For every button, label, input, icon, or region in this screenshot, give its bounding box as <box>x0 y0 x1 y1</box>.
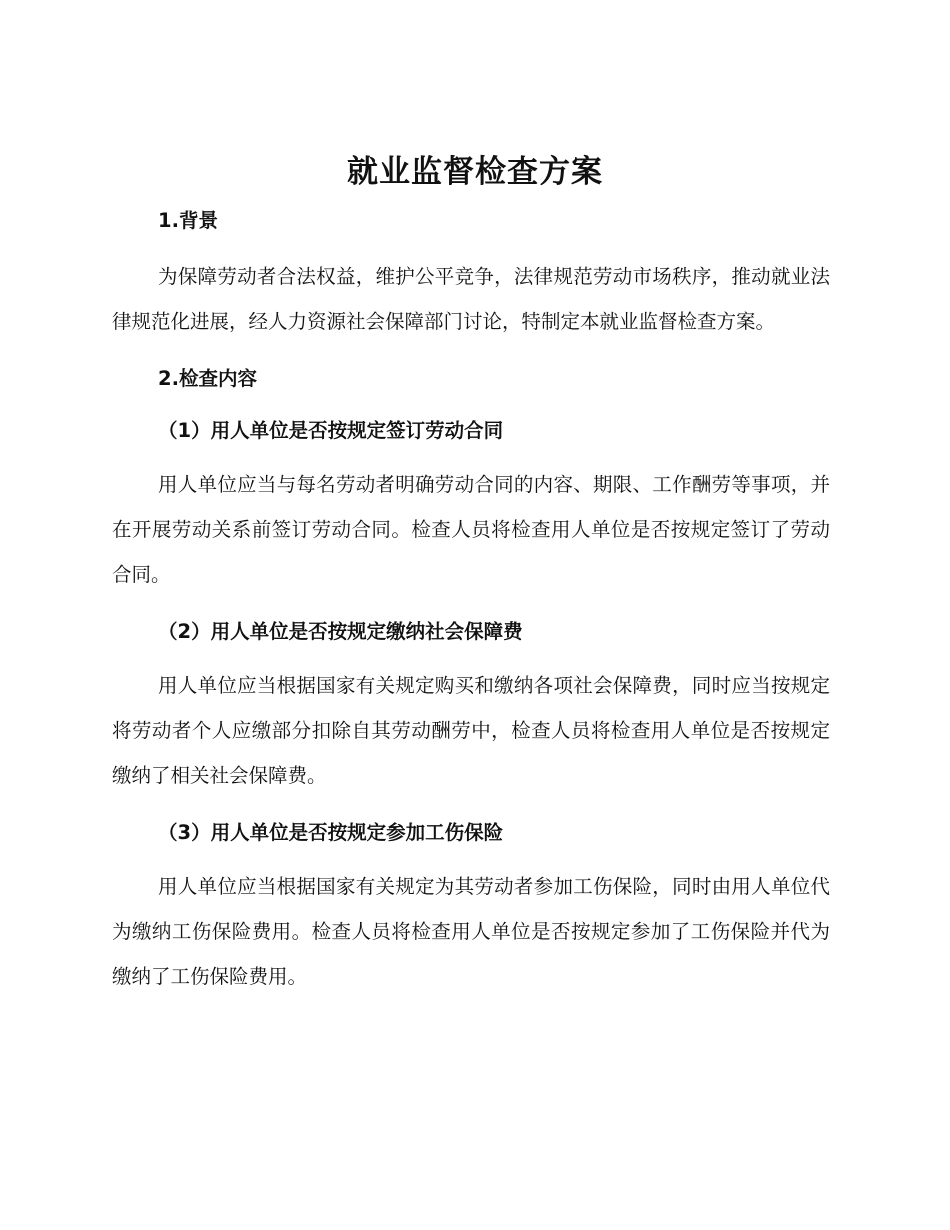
section-heading-inspection-content: 2.检查内容 <box>158 367 257 390</box>
section-paragraph-background: 为保障劳动者合法权益，维护公平竞争，法律规范劳动市场秩序，推动就业法律规范化进展，经人力资源社会保障部门讨论，特制定本就业监督检查方案。 <box>112 265 830 333</box>
document-title: 就业监督检查方案 <box>347 154 603 190</box>
subsection-paragraph-injury-insurance: 用人单位应当根据国家有关规定为其劳动者参加工伤保险，同时由用人单位代为缴纳工伤保险费用。检查人员将检查用人单位是否按规定参加了工伤保险并代为缴纳了工伤保险费用。 <box>112 875 830 988</box>
subsection-heading-social-security: （2）用人单位是否按规定缴纳社会保障费 <box>158 620 523 643</box>
subsection-paragraph-social-security: 用人单位应当根据国家有关规定购买和缴纳各项社会保障费，同时应当按规定将劳动者个人应缴部分扣除自其劳动酬劳中，检查人员将检查用人单位是否按规定缴纳了相关社会保障费。 <box>112 674 830 787</box>
subsection-heading-injury-insurance: （3）用人单位是否按规定参加工伤保险 <box>158 821 504 844</box>
subsection-paragraph-labor-contract: 用人单位应当与每名劳动者明确劳动合同的内容、期限、工作酬劳等事项，并在开展劳动关系前签订劳动合同。检查人员将检查用人单位是否按规定签订了劳动合同。 <box>112 473 830 586</box>
document-body <box>112 204 830 999</box>
subsection-heading-labor-contract: （1）用人单位是否按规定签订劳动合同 <box>158 419 504 442</box>
section-heading-background: 1.背景 <box>158 209 218 232</box>
